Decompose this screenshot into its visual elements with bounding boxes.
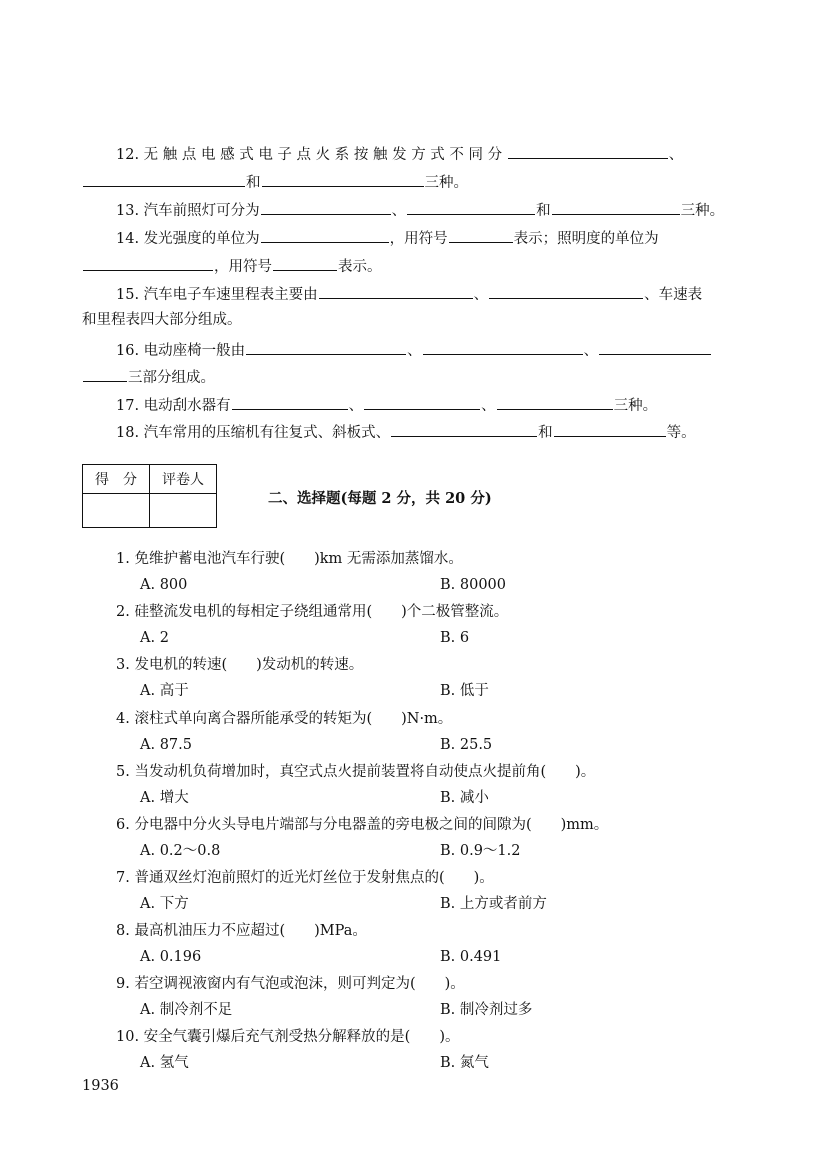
option-a: A. 氢气 xyxy=(140,1055,189,1071)
answer-blank[interactable] xyxy=(262,171,424,187)
separator: 、 xyxy=(481,398,496,414)
question-16-line-1 xyxy=(116,339,752,361)
option-a: A. 0.196 xyxy=(140,949,202,965)
mc-question: 9. 若空调视液窗内有气泡或泡沫，则可判定为( )。 xyxy=(116,976,465,992)
separator: 、 xyxy=(473,287,489,303)
mc-question: 4. 滚柱式单向离合器所能承受的转矩为( )N·m。 xyxy=(116,711,453,727)
option-b: B. 低于 xyxy=(440,683,489,699)
question-12-line-2 xyxy=(82,171,752,193)
question-15-line-2 xyxy=(82,310,752,330)
answer-blank[interactable] xyxy=(364,394,480,410)
question-18-line xyxy=(116,421,752,443)
mc-question: 2. 硅整流发电机的每相定子绕组通常用( )个二极管整流。 xyxy=(116,604,509,620)
answer-blank[interactable] xyxy=(83,255,213,271)
mc-question: 7. 普通双丝灯泡前照灯的近光灯丝位于发射焦点的( )。 xyxy=(116,870,494,886)
separator: 、 xyxy=(407,343,422,359)
question-15-line-1 xyxy=(116,283,752,305)
question-14-text: 14. 发光强度的单位为 xyxy=(116,231,260,247)
mc-question: 3. 发电机的转速( )发动机的转速。 xyxy=(116,657,364,673)
end-text: 三种。 xyxy=(613,398,658,414)
section-title: 二、选择题(每题 2 分，共 20 分) xyxy=(268,490,492,507)
option-b: B. 制冷剂过多 xyxy=(440,1002,533,1018)
question-16-line-2 xyxy=(82,366,752,388)
mc-question: 6. 分电器中分火头导电片端部与分电器盖的旁电极之间的间隙为( )mm。 xyxy=(116,817,609,833)
answer-blank[interactable] xyxy=(319,283,473,299)
answer-blank[interactable] xyxy=(391,421,537,437)
question-18-text: 18. 汽车常用的压缩机有往复式、斜板式、 xyxy=(116,425,391,441)
option-b: B. 氮气 xyxy=(440,1055,489,1071)
answer-blank[interactable] xyxy=(261,227,389,243)
answer-blank[interactable] xyxy=(261,199,391,215)
question-16-text: 16. 电动座椅一般由 xyxy=(116,343,246,359)
score-table xyxy=(82,464,217,528)
answer-blank[interactable] xyxy=(552,199,680,215)
separator: 、 xyxy=(583,343,599,359)
option-b: B. 上方或者前方 xyxy=(440,896,547,912)
option-a: A. 下方 xyxy=(140,896,189,912)
question-13-text: 13. 汽车前照灯可分为 xyxy=(116,203,260,219)
answer-blank[interactable] xyxy=(449,227,513,243)
separator: 、 xyxy=(668,147,684,163)
separator: 、 xyxy=(391,203,407,219)
answer-blank[interactable] xyxy=(246,339,406,355)
option-a: A. 制冷剂不足 xyxy=(140,1002,233,1018)
end-text: 三部分组成。 xyxy=(128,370,215,386)
option-b: B. 6 xyxy=(440,630,470,646)
question-17-line xyxy=(116,394,752,416)
option-b: B. 0.9～1.2 xyxy=(440,843,521,859)
mc-question: 8. 最高机油压力不应超过( )MPa。 xyxy=(116,923,367,939)
answer-blank[interactable] xyxy=(423,339,583,355)
answer-blank[interactable] xyxy=(554,421,666,437)
option-a: A. 高于 xyxy=(140,683,189,699)
and-text: 和 xyxy=(536,203,551,219)
score-header: 得 分 xyxy=(83,465,150,494)
answer-blank[interactable] xyxy=(273,255,337,271)
grader-header: 评卷人 xyxy=(150,465,217,494)
option-a: A. 800 xyxy=(140,577,188,593)
grader-cell[interactable] xyxy=(150,494,217,528)
answer-blank[interactable] xyxy=(232,394,348,410)
option-b: B. 0.491 xyxy=(440,949,502,965)
question-14-line-1 xyxy=(116,227,752,249)
end-text: 等。 xyxy=(666,425,696,441)
answer-blank[interactable] xyxy=(407,199,535,215)
end-text: 和里程表四大部分组成。 xyxy=(82,312,242,328)
option-a: A. 87.5 xyxy=(140,737,192,753)
page-number: 1936 xyxy=(82,1078,119,1094)
text: ，用符号 xyxy=(214,259,272,275)
answer-blank[interactable] xyxy=(83,366,127,382)
score-cell[interactable] xyxy=(83,494,150,528)
question-15-text: 15. 汽车电子车速里程表主要由 xyxy=(116,287,318,303)
option-b: B. 25.5 xyxy=(440,737,493,753)
mc-question: 5. 当发动机负荷增加时，真空式点火提前装置将自动使点火提前角( )。 xyxy=(116,764,596,780)
answer-blank[interactable] xyxy=(599,339,711,355)
answer-blank[interactable] xyxy=(497,394,613,410)
separator: 、 xyxy=(348,398,364,414)
option-a: A. 增大 xyxy=(140,790,189,806)
question-14-line-2 xyxy=(82,255,752,277)
question-17-text: 17. 电动刮水器有 xyxy=(116,398,231,414)
option-a: A. 2 xyxy=(140,630,169,646)
question-12-line-1 xyxy=(116,143,752,165)
question-12-text: 12. 无 触 点 电 感 式 电 子 点 火 系 按 触 发 方 式 不 同 分 xyxy=(116,147,503,163)
and-text: 和 xyxy=(538,425,553,441)
and-text: 和 xyxy=(246,175,261,191)
question-13-line xyxy=(116,199,752,221)
end-text: 三种。 xyxy=(424,175,468,191)
text: ，用符号 xyxy=(389,231,448,247)
mc-question: 10. 安全气囊引爆后充气剂受热分解释放的是( )。 xyxy=(116,1029,460,1045)
answer-blank[interactable] xyxy=(508,143,668,159)
option-b: B. 80000 xyxy=(440,577,507,593)
answer-blank[interactable] xyxy=(489,283,643,299)
end-text: 三种。 xyxy=(680,203,725,219)
mc-question: 1. 免维护蓄电池汽车行驶( )km 无需添加蒸馏水。 xyxy=(116,551,463,567)
text: 表示；照明度的单位为 xyxy=(513,231,659,247)
text: 、车速表 xyxy=(644,287,703,303)
option-a: A. 0.2～0.8 xyxy=(140,843,221,859)
option-b: B. 减小 xyxy=(440,790,489,806)
end-text: 表示。 xyxy=(338,259,382,275)
answer-blank[interactable] xyxy=(83,171,245,187)
